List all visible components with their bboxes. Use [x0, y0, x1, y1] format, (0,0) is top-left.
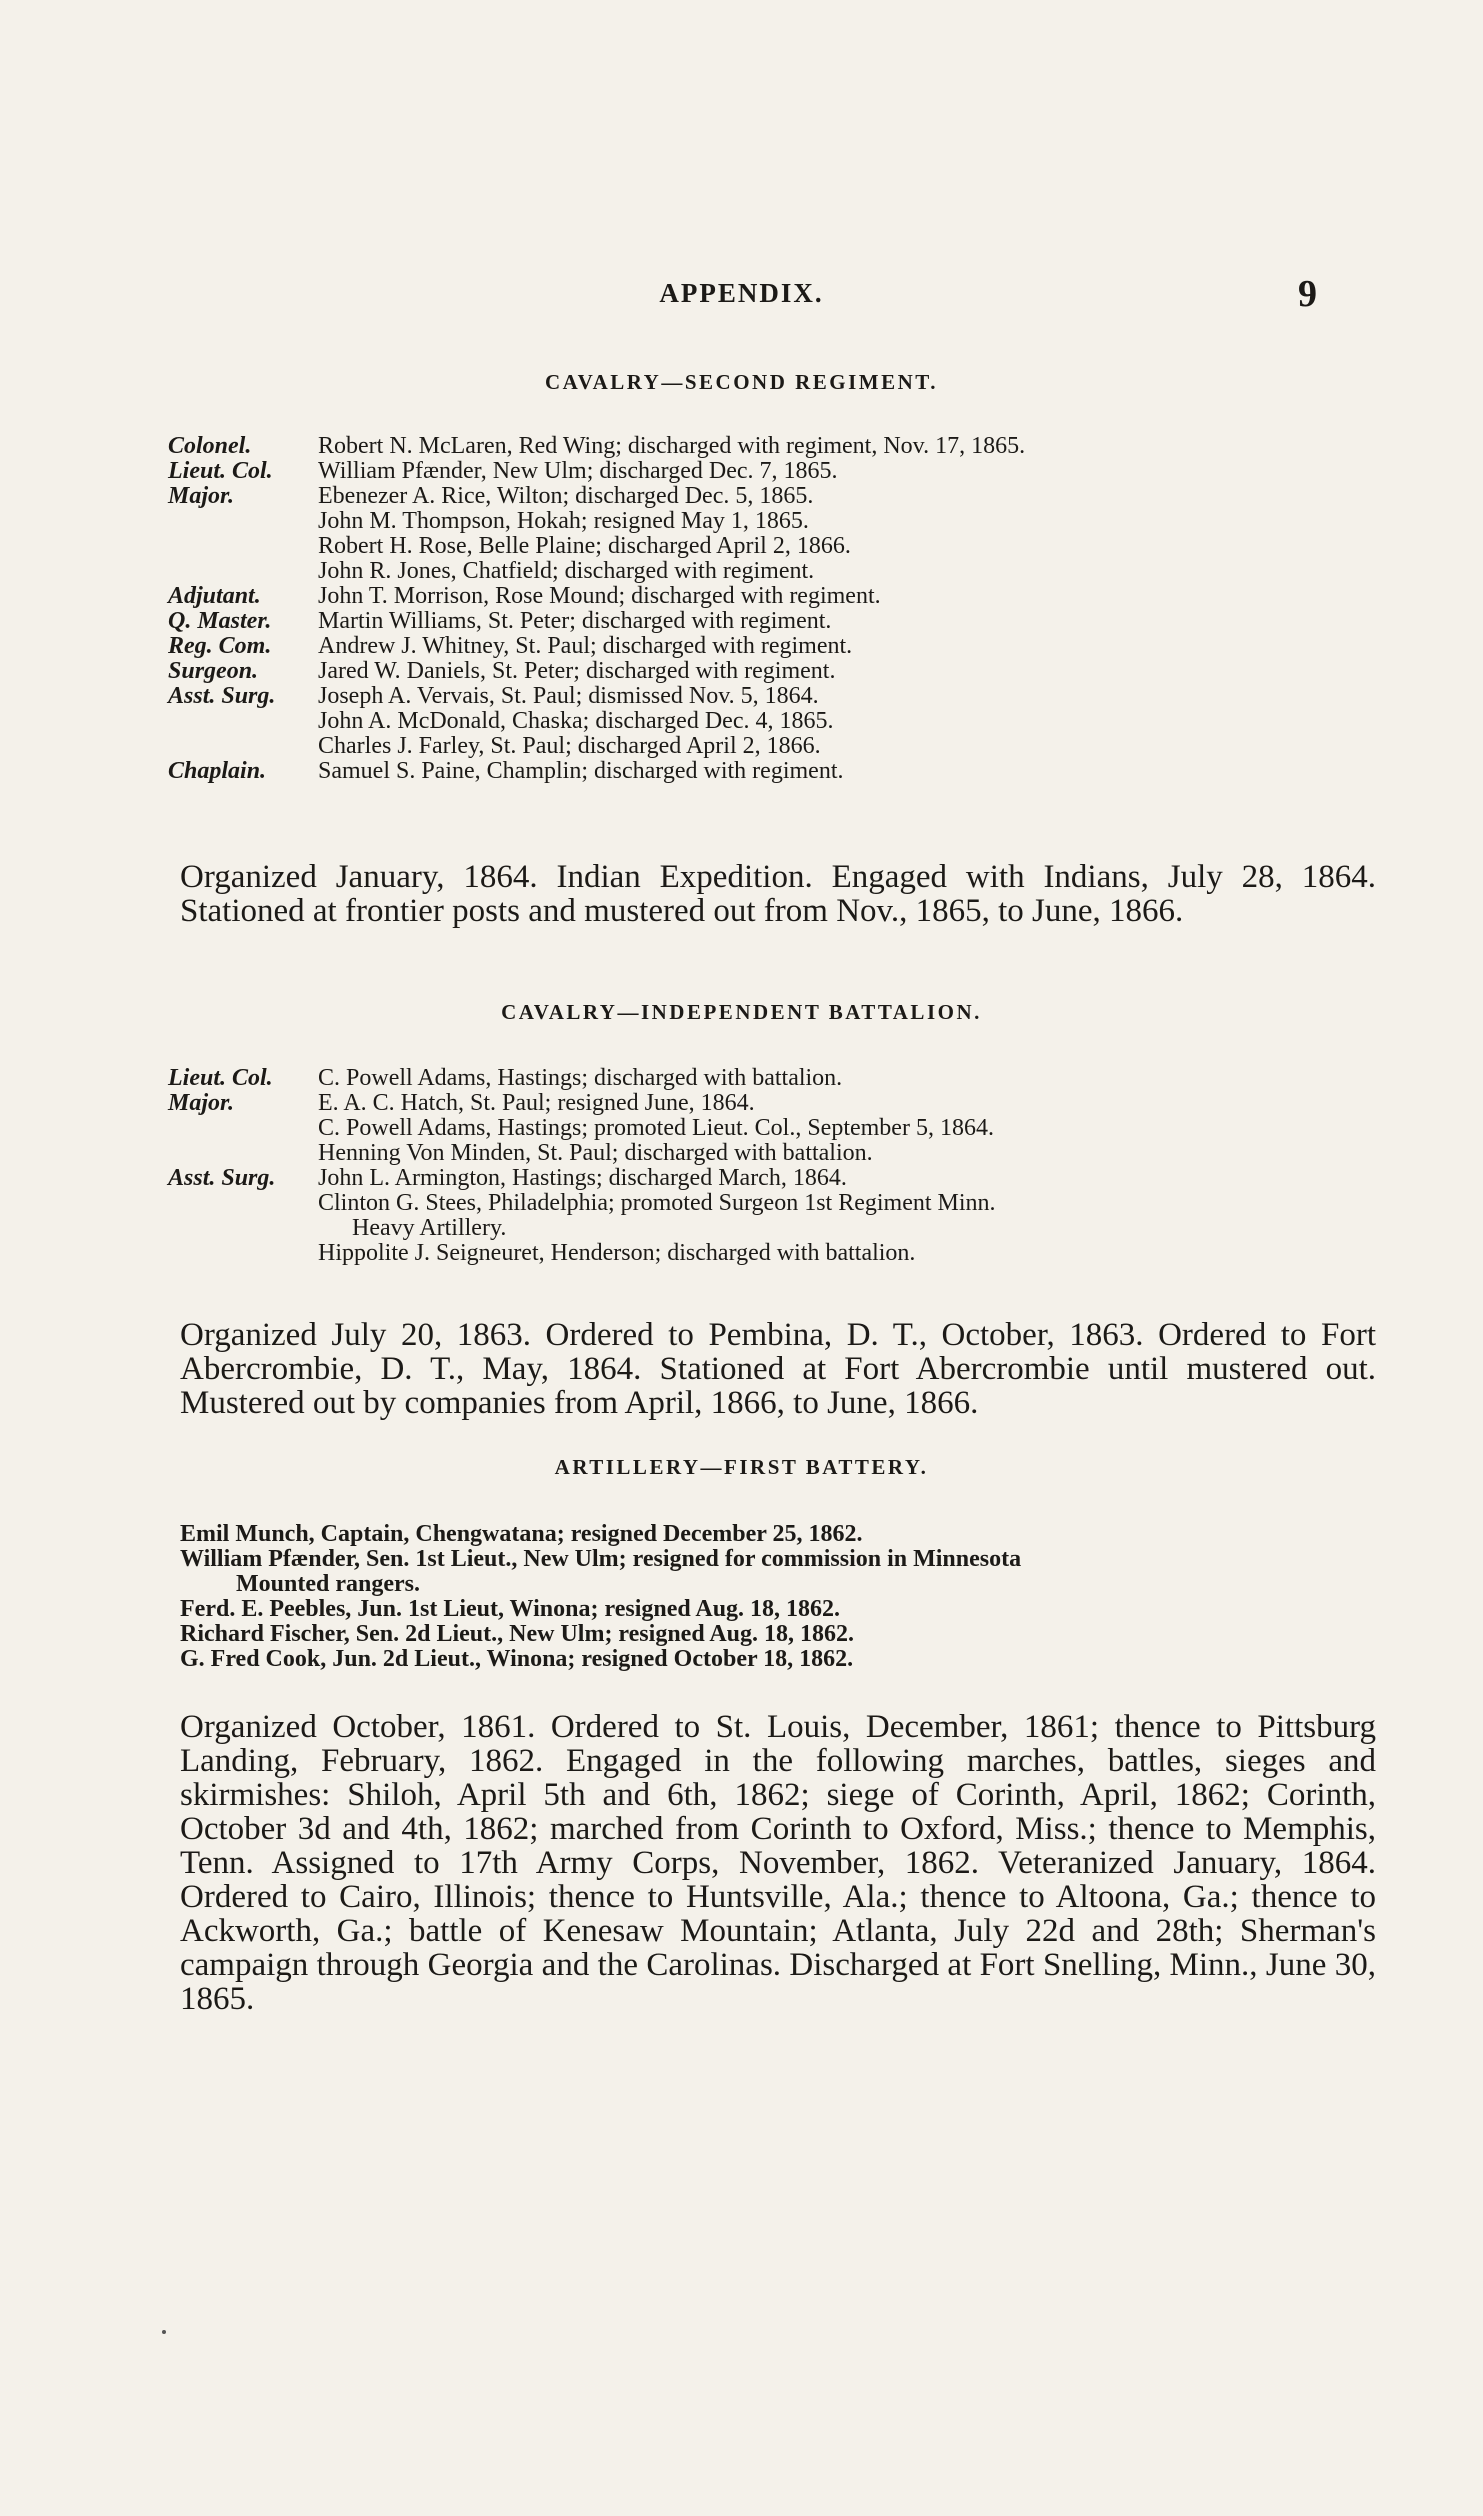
roster-entry: John R. Jones, Chatfield; discharged with regiment. [318, 558, 815, 584]
roster-row [168, 1066, 1398, 1091]
roster-row [168, 434, 1398, 459]
roster-entry: E. A. C. Hatch, St. Paul; resigned June, 1864. [318, 1090, 755, 1116]
roster-entry: G. Fred Cook, Jun. 2d Lieut., Winona; resigned October 18, 1862. [180, 1646, 854, 1672]
roster-row [168, 1116, 1398, 1141]
roster-entry: Robert N. McLaren, Red Wing; discharged with regiment, Nov. 17, 1865. [318, 433, 1026, 459]
roster-row [168, 1141, 1398, 1166]
roster-row [168, 634, 1398, 659]
roster-cavalry-second-regiment [168, 434, 1398, 784]
roster-role: Major. [168, 1090, 235, 1116]
roster-artillery-first-battery [180, 1522, 1380, 1672]
roster-cavalry-independent-battalion [168, 1066, 1398, 1266]
roster-entry: Martin Williams, St. Peter; discharged with regiment. [318, 608, 832, 634]
roster-entry: John T. Morrison, Rose Mound; discharged with regiment. [318, 583, 881, 609]
roster-entry: Ebenezer A. Rice, Wilton; discharged Dec. 5, 1865. [318, 483, 814, 509]
history-artillery-first-battery: Organized October, 1861. Ordered to St. Louis, December, 1861; thence to Pittsburg Landing, February, 1862. Engaged in the following marches, battles, sieges and skirmishes: Shiloh, April 5th and 6th, 1862; siege of Corinth, April, 1862; Corinth, October 3d and 4th, 1862; marched from Corinth to Oxford, Miss.; thence to Memphis, Tenn. Assigned to 17th Army Corps, November, 1862. Veteranized January, 1864. Ordered to Cairo, Illinois; thence to Huntsville, Ala.; thence to Altoona, Ga.; thence to Ackworth, Ga.; battle of Kenesaw Mountain; Atlanta, July 22d and 28th; Sherman's campaign through Georgia and the Carolinas. Discharged at Fort Snelling, Minn., June 30, 1865. [180, 1709, 1376, 2017]
roster-row [168, 1241, 1398, 1266]
roster-row [168, 1191, 1398, 1216]
roster-row [168, 459, 1398, 484]
roster-role: Q. Master. [168, 608, 272, 634]
history-cavalry-second-regiment: Organized January, 1864. Indian Expedition. Engaged with Indians, July 28, 1864. Stationed at frontier posts and mustered out from Nov., 1865, to June, 1866. [180, 859, 1376, 929]
roster-entry: C. Powell Adams, Hastings; discharged with battalion. [318, 1065, 843, 1091]
roster-entry: John M. Thompson, Hokah; resigned May 1, 1865. [318, 508, 809, 534]
roster-entry: Robert H. Rose, Belle Plaine; discharged April 2, 1866. [318, 533, 851, 559]
roster-entry: William Pfænder, Sen. 1st Lieut., New Ulm; resigned for commission in Minnesota [180, 1546, 1022, 1572]
roster-row [168, 534, 1398, 559]
roster-role: Lieut. Col. [168, 1065, 273, 1091]
roster-row [168, 734, 1398, 759]
roster-role: Colonel. [168, 433, 252, 459]
roster-entry: Joseph A. Vervais, St. Paul; dismissed Nov. 5, 1864. [318, 683, 819, 709]
ink-speck [162, 2330, 166, 2334]
roster-entry: Richard Fischer, Sen. 2d Lieut., New Ulm; resigned Aug. 18, 1862. [180, 1621, 855, 1647]
roster-entry: Hippolite J. Seigneuret, Henderson; discharged with battalion. [318, 1240, 916, 1266]
roster-row [168, 1166, 1398, 1191]
roster-entry: Henning Von Minden, St. Paul; discharged with battalion. [318, 1140, 873, 1166]
roster-row [168, 1091, 1398, 1116]
history-cavalry-independent-battalion: Organized July 20, 1863. Ordered to Pembina, D. T., October, 1863. Ordered to Fort Abercrombie, D. T., May, 1864. Stationed at Fort Abercrombie until mustered out. Mustered out by companies from April, 1866, to June, 1866. [180, 1317, 1376, 1421]
roster-row [168, 609, 1398, 634]
roster-entry: Samuel S. Paine, Champlin; discharged with regiment. [318, 758, 844, 784]
roster-row [168, 709, 1398, 734]
roster-row [168, 1216, 1398, 1241]
roster-entry: Clinton G. Stees, Philadelphia; promoted Surgeon 1st Regiment Minn. [318, 1190, 996, 1216]
section-heading-cavalry-independent-battalion: CAVALRY—INDEPENDENT BATTALION. [501, 1000, 982, 1024]
roster-role: Chaplain. [168, 758, 267, 784]
roster-entry: Ferd. E. Peebles, Jun. 1st Lieut, Winona; resigned Aug. 18, 1862. [180, 1596, 841, 1622]
section-heading-cavalry-second-regiment: CAVALRY—SECOND REGIMENT. [545, 370, 938, 394]
roster-entry: Emil Munch, Captain, Chengwatana; resigned December 25, 1862. [180, 1521, 863, 1547]
roster-entry: Mounted rangers. [236, 1571, 420, 1597]
roster-row [168, 559, 1398, 584]
roster-role: Lieut. Col. [168, 458, 273, 484]
roster-row [168, 509, 1398, 534]
roster-row [168, 584, 1398, 609]
roster-entry: John A. McDonald, Chaska; discharged Dec. 4, 1865. [318, 708, 834, 734]
page-number: 9 [1298, 273, 1317, 315]
roster-entry: Heavy Artillery. [352, 1215, 507, 1241]
roster-entry: William Pfænder, New Ulm; discharged Dec. 7, 1865. [318, 458, 838, 484]
roster-role: Asst. Surg. [168, 683, 276, 709]
roster-role: Asst. Surg. [168, 1165, 276, 1191]
roster-role: Adjutant. [168, 583, 261, 609]
running-head: APPENDIX. [659, 278, 824, 308]
roster-entry: Jared W. Daniels, St. Peter; discharged with regiment. [318, 658, 836, 684]
roster-entry: C. Powell Adams, Hastings; promoted Lieut. Col., September 5, 1864. [318, 1115, 994, 1141]
roster-row [168, 659, 1398, 684]
roster-entry: Andrew J. Whitney, St. Paul; discharged with regiment. [318, 633, 853, 659]
roster-role: Major. [168, 483, 235, 509]
roster-row [168, 684, 1398, 709]
roster-row [168, 484, 1398, 509]
roster-role: Surgeon. [168, 658, 259, 684]
roster-role: Reg. Com. [168, 633, 272, 659]
roster-entry: John L. Armington, Hastings; discharged March, 1864. [318, 1165, 847, 1191]
roster-entry: Charles J. Farley, St. Paul; discharged April 2, 1866. [318, 733, 821, 759]
roster-row [168, 759, 1398, 784]
section-heading-artillery-first-battery: ARTILLERY—FIRST BATTERY. [554, 1455, 929, 1479]
